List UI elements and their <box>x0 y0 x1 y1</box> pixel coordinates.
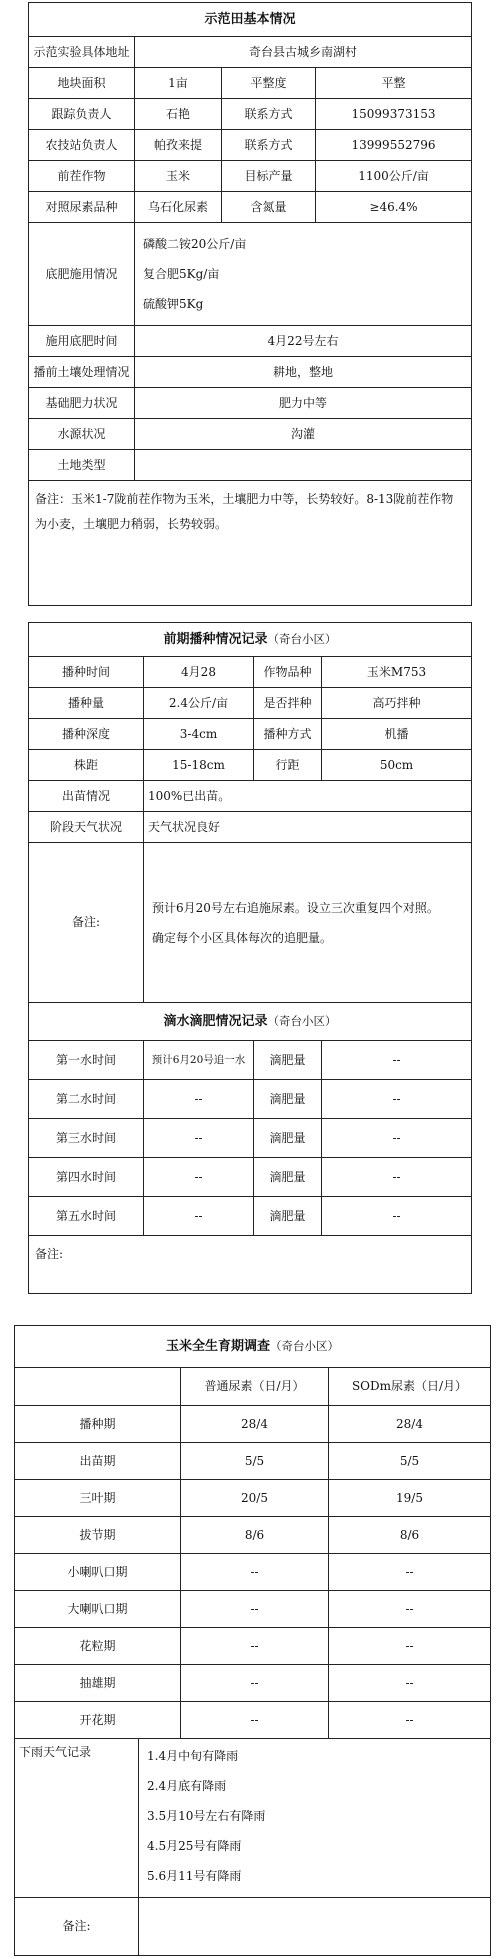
rain-item: 1.4月中旬有降雨 <box>147 1749 239 1763</box>
growth-stage: 花粒期 <box>15 1628 181 1665</box>
sow-time-label: 播种时间 <box>29 657 144 688</box>
flatness-label: 平整度 <box>222 68 316 99</box>
drip-row-time: 预计6月20号追一水 <box>144 1041 254 1080</box>
growth-col-normal: 普通尿素（日/月） <box>181 1368 329 1406</box>
target-yield-value: 1100公斤/亩 <box>316 161 472 192</box>
base-fert-label: 底肥施用情况 <box>29 223 135 326</box>
station-contact-label: 联系方式 <box>222 130 316 161</box>
growth-sodm: -- <box>329 1591 491 1628</box>
drip-row-label: 第一水时间 <box>29 1041 144 1080</box>
fertility-label: 基础肥力状况 <box>29 388 135 419</box>
drip-row-time: -- <box>144 1080 254 1119</box>
drip-row-amount: -- <box>322 1158 472 1197</box>
depth-label: 播种深度 <box>29 719 144 750</box>
drip-amount-label: 滴肥量 <box>254 1041 322 1080</box>
growth-note-label: 备注: <box>15 1898 139 1956</box>
growth-col-sodm: SODm尿素（日/月） <box>329 1368 491 1406</box>
drip-row-label: 第二水时间 <box>29 1080 144 1119</box>
drip-title <box>29 1003 472 1041</box>
nitrogen-label: 含氮量 <box>222 192 316 223</box>
growth-normal: -- <box>181 1591 329 1628</box>
sowing-drip-table <box>28 622 472 1294</box>
water-label: 水源状况 <box>29 419 135 450</box>
growth-sodm: -- <box>329 1665 491 1702</box>
sowing-note-line: 预计6月20号左右追施尿素。设立三次重复四个对照。 <box>152 900 439 915</box>
drip-row-amount: -- <box>322 1080 472 1119</box>
growth-sodm: -- <box>329 1702 491 1739</box>
sowing-title-text: 前期播种情况记录 <box>163 631 268 647</box>
prev-crop-value: 玉米 <box>135 161 222 192</box>
area-value: 1亩 <box>135 68 222 99</box>
growth-normal: 20/5 <box>181 1480 329 1517</box>
growth-sodm: 19/5 <box>329 1480 491 1517</box>
rain-label: 下雨天气记录 <box>15 1739 139 1898</box>
drip-row-amount: -- <box>322 1119 472 1158</box>
soil-type-label: 土地类型 <box>29 450 135 481</box>
base-fert-item: 硫酸钾5Kg <box>143 297 204 311</box>
base-fert-item: 磷酸二铵20公斤/亩 <box>143 237 247 251</box>
rain-item: 2.4月底有降雨 <box>147 1779 227 1793</box>
growth-sodm: 28/4 <box>329 1406 491 1443</box>
drip-amount-label: 滴肥量 <box>254 1197 322 1236</box>
base-time-label: 施用底肥时间 <box>29 326 135 357</box>
growth-normal: -- <box>181 1554 329 1591</box>
urea-value: 乌石化尿素 <box>135 192 222 223</box>
basic-info-title: 示范田基本情况 <box>29 3 472 37</box>
growth-sodm: 5/5 <box>329 1443 491 1480</box>
fertility-value: 肥力中等 <box>135 388 472 419</box>
drip-row-label: 第三水时间 <box>29 1119 144 1158</box>
soil-treat-value: 耕地，整地 <box>135 357 472 388</box>
station-label: 农技站负责人 <box>29 130 135 161</box>
growth-normal: -- <box>181 1702 329 1739</box>
method-value: 机播 <box>322 719 472 750</box>
station-phone: 13999552796 <box>316 130 472 161</box>
drip-title-sub: （奇台小区） <box>267 1013 337 1028</box>
sowing-note <box>144 843 472 1003</box>
drip-row-time: -- <box>144 1119 254 1158</box>
rain-item: 5.6月11号有降雨 <box>147 1869 242 1883</box>
base-fert-item: 复合肥5Kg/亩 <box>143 267 220 281</box>
emergence-value: 100%已出苗。 <box>144 781 472 812</box>
growth-stage: 三叶期 <box>15 1480 181 1517</box>
rain-list <box>139 1739 491 1898</box>
target-yield-label: 目标产量 <box>222 161 316 192</box>
growth-normal: 8/6 <box>181 1517 329 1554</box>
mix-label: 是否拌种 <box>254 688 322 719</box>
drip-amount-label: 滴肥量 <box>254 1119 322 1158</box>
growth-sodm: -- <box>329 1628 491 1665</box>
growth-sodm: -- <box>329 1554 491 1591</box>
drip-row-amount: -- <box>322 1041 472 1080</box>
address-value: 奇台县古城乡南湖村 <box>135 37 472 68</box>
area-label: 地块面积 <box>29 68 135 99</box>
row-spacing-value: 50cm <box>322 750 472 781</box>
basic-info-table <box>28 2 472 606</box>
sowing-note-line: 确定每个小区具体每次的追肥量。 <box>152 930 333 945</box>
drip-row-amount: -- <box>322 1197 472 1236</box>
drip-note-label: 备注: <box>29 1236 472 1294</box>
address-label: 示范实验具体地址 <box>29 37 135 68</box>
plant-spacing-value: 15-18cm <box>144 750 254 781</box>
growth-note-value <box>139 1898 491 1956</box>
growth-stage: 抽雄期 <box>15 1665 181 1702</box>
growth-stage: 小喇叭口期 <box>15 1554 181 1591</box>
growth-normal: -- <box>181 1665 329 1702</box>
method-label: 播种方式 <box>254 719 322 750</box>
drip-row-label: 第五水时间 <box>29 1197 144 1236</box>
nitrogen-value: ≥46.4% <box>316 192 472 223</box>
growth-stage: 大喇叭口期 <box>15 1591 181 1628</box>
sow-amount-label: 播种量 <box>29 688 144 719</box>
weather-label: 阶段天气状况 <box>29 812 144 843</box>
sow-amount-value: 2.4公斤/亩 <box>144 688 254 719</box>
variety-value: 玉米M753 <box>322 657 472 688</box>
tracker-contact-label: 联系方式 <box>222 99 316 130</box>
basic-note: 备注：玉米1-7陇前茬作物为玉米，土壤肥力中等，长势较好。8-13陇前茬作物为小麦，土壤肥力稍弱，长势较弱。 <box>29 481 472 606</box>
mix-value: 高巧拌种 <box>322 688 472 719</box>
variety-label: 作物品种 <box>254 657 322 688</box>
station-value: 帕孜来提 <box>135 130 222 161</box>
sowing-note-label: 备注: <box>29 843 144 1003</box>
emergence-label: 出苗情况 <box>29 781 144 812</box>
urea-label: 对照尿素品种 <box>29 192 135 223</box>
growth-title-text: 玉米全生育期调查 <box>166 1338 271 1354</box>
growth-corner <box>15 1368 181 1406</box>
base-fert-list <box>135 223 472 326</box>
base-time-value: 4月22号左右 <box>135 326 472 357</box>
sowing-title <box>29 623 472 657</box>
soil-type-value <box>135 450 472 481</box>
growth-title <box>15 1326 491 1368</box>
growth-title-sub: （奇台小区） <box>270 1338 340 1353</box>
growth-normal: 5/5 <box>181 1443 329 1480</box>
plant-spacing-label: 株距 <box>29 750 144 781</box>
growth-normal: 28/4 <box>181 1406 329 1443</box>
growth-sodm: 8/6 <box>329 1517 491 1554</box>
growth-stage: 拔节期 <box>15 1517 181 1554</box>
weather-value: 天气状况良好 <box>144 812 472 843</box>
growth-stage: 出苗期 <box>15 1443 181 1480</box>
tracker-phone: 15099373153 <box>316 99 472 130</box>
drip-title-text: 滴水滴肥情况记录 <box>163 1013 268 1029</box>
row-spacing-label: 行距 <box>254 750 322 781</box>
rain-item: 4.5月25号有降雨 <box>147 1839 242 1853</box>
tracker-label: 跟踪负责人 <box>29 99 135 130</box>
depth-value: 3-4cm <box>144 719 254 750</box>
drip-amount-label: 滴肥量 <box>254 1080 322 1119</box>
rain-item: 3.5月10号左右有降雨 <box>147 1809 266 1823</box>
growth-normal: -- <box>181 1628 329 1665</box>
flatness-value: 平整 <box>316 68 472 99</box>
prev-crop-label: 前茬作物 <box>29 161 135 192</box>
tracker-value: 石艳 <box>135 99 222 130</box>
water-value: 沟灌 <box>135 419 472 450</box>
sow-time-value: 4月28 <box>144 657 254 688</box>
drip-row-time: -- <box>144 1197 254 1236</box>
drip-amount-label: 滴肥量 <box>254 1158 322 1197</box>
growth-stage: 播种期 <box>15 1406 181 1443</box>
soil-treat-label: 播前土壤处理情况 <box>29 357 135 388</box>
growth-stage: 开花期 <box>15 1702 181 1739</box>
drip-row-label: 第四水时间 <box>29 1158 144 1197</box>
drip-row-time: -- <box>144 1158 254 1197</box>
growth-survey-table <box>14 1325 491 1956</box>
sowing-title-sub: （奇台小区） <box>267 631 337 646</box>
